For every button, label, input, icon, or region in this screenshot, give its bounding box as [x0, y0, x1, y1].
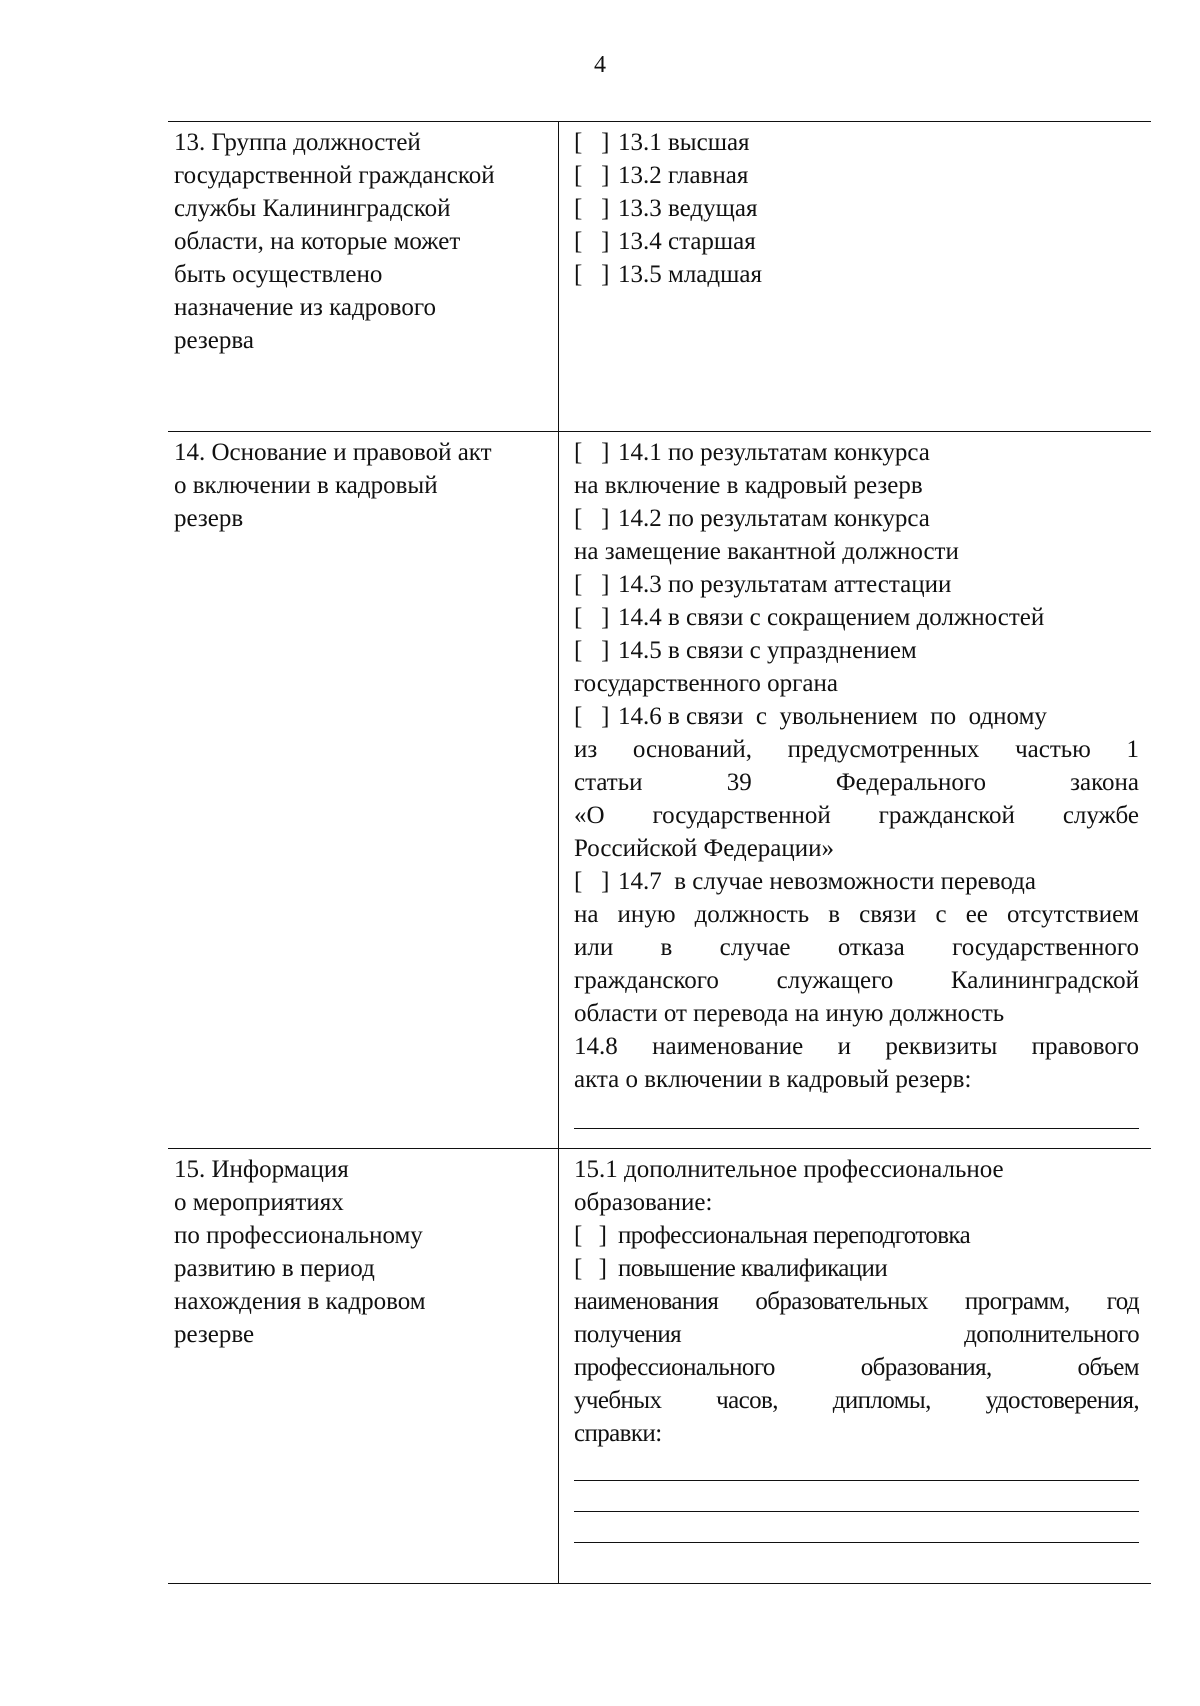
- row-13-label-line: быть осуществлено: [174, 261, 383, 288]
- row-15-fill-line[interactable]: [574, 1511, 1139, 1512]
- option-13-3[interactable]: [574, 192, 1139, 225]
- row-14-label-line: 14. Основание и правовой акт: [174, 439, 492, 466]
- option-13-4[interactable]: [574, 225, 1139, 258]
- form-row-15: [168, 1149, 1151, 1584]
- option-14-4-label: 14.4 в связи с сокращением должностей: [618, 604, 1045, 631]
- option-14-3[interactable]: [574, 568, 1139, 601]
- form-row-13: [168, 122, 1151, 432]
- row-13-label-line: области, на которые может: [174, 228, 461, 255]
- option-15-qualification-label: повышение квалификации: [618, 1255, 888, 1282]
- row-15-label-line: по профессиональному: [174, 1222, 423, 1249]
- row-15-label-line: о мероприятиях: [174, 1189, 344, 1216]
- row-13-label-cell: [168, 122, 559, 432]
- option-14-6-cont: «О государственной гражданской службе: [574, 802, 1139, 829]
- row-15-fill-line[interactable]: [574, 1542, 1139, 1543]
- checkbox-15-retraining[interactable]: [ ]: [574, 1222, 607, 1249]
- option-13-5-label: 13.5 младшая: [618, 261, 762, 288]
- row-13-label-line: резерва: [174, 327, 254, 354]
- row-14-label-cell: [168, 432, 559, 1149]
- row-14-label-line: о включении в кадровый: [174, 472, 438, 499]
- row-15-label-line: нахождения в кадровом: [174, 1288, 426, 1315]
- checkbox-13-5[interactable]: [ ]: [574, 261, 610, 288]
- form-row-14: [168, 432, 1151, 1149]
- act-details-label-cont: акта о включении в кадровый резерв:: [574, 1066, 972, 1093]
- row-15-details: получения дополнительного: [574, 1321, 1139, 1348]
- option-14-5[interactable]: [574, 634, 1139, 667]
- row-15-label-line: резерве: [174, 1321, 255, 1348]
- row-15-details: профессионального образования, объем: [574, 1354, 1139, 1381]
- row-15-intro: образование:: [574, 1189, 713, 1216]
- option-14-5-label: 14.5 в связи с упразднением: [618, 637, 917, 664]
- row-15-label-line: 15. Информация: [174, 1156, 349, 1183]
- option-14-7-cont: или в случае отказа государственного: [574, 934, 1139, 961]
- row-13-label-line: службы Калининградской: [174, 195, 451, 222]
- checkbox-14-6[interactable]: [ ]: [574, 703, 610, 730]
- option-14-6-cont: Российской Федерации»: [574, 835, 835, 862]
- row-15-details: наименования образовательных программ, год: [574, 1288, 1139, 1315]
- option-13-4-label: 13.4 старшая: [618, 228, 756, 255]
- option-14-3-label: 14.3 по результатам аттестации: [618, 571, 952, 598]
- checkbox-15-qualification[interactable]: [ ]: [574, 1255, 607, 1282]
- row-15-label-cell: [168, 1149, 559, 1584]
- act-details-fill-line[interactable]: [574, 1128, 1139, 1129]
- row-13-label-line: 13. Группа должностей: [174, 129, 421, 156]
- option-14-5-cont: государственного органа: [574, 670, 839, 697]
- row-15-details: учебных часов, дипломы, удостоверения,: [574, 1387, 1139, 1414]
- row-13-label-line: государственной гражданской: [174, 162, 495, 189]
- checkbox-13-4[interactable]: [ ]: [574, 228, 610, 255]
- option-13-3-label: 13.3 ведущая: [618, 195, 758, 222]
- option-14-7[interactable]: [574, 865, 1139, 898]
- checkbox-14-5[interactable]: [ ]: [574, 637, 610, 664]
- option-13-5[interactable]: [574, 258, 1139, 291]
- option-14-1-cont: на включение в кадровый резерв: [574, 472, 923, 499]
- option-15-retraining[interactable]: [574, 1219, 1139, 1252]
- row-13-options-cell: [559, 122, 1152, 432]
- option-14-4[interactable]: [574, 601, 1139, 634]
- row-14-label-line: резерв: [174, 505, 244, 532]
- act-details-label: 14.8 наименование и реквизиты правового: [574, 1033, 1139, 1060]
- option-14-7-cont: области от перевода на иную должность: [574, 1000, 1005, 1027]
- row-15-content-cell: [559, 1149, 1152, 1584]
- option-14-1-label: 14.1 по результатам конкурса: [618, 439, 930, 466]
- option-14-6-label: 14.6 в связи с увольнением по одному: [618, 703, 1047, 730]
- checkbox-13-1[interactable]: [ ]: [574, 129, 610, 156]
- checkbox-14-1[interactable]: [ ]: [574, 439, 610, 466]
- reserve-form-table: [168, 121, 1151, 1584]
- row-13-label-line: назначение из кадрового: [174, 294, 436, 321]
- option-14-1[interactable]: [574, 436, 1139, 469]
- option-14-7-cont: гражданского служащего Калининградской: [574, 967, 1139, 994]
- option-13-1[interactable]: [574, 126, 1139, 159]
- option-14-2-label: 14.2 по результатам конкурса: [618, 505, 930, 532]
- option-14-7-cont: на иную должность в связи с ее отсутствием: [574, 901, 1139, 928]
- page-number: 4: [594, 52, 606, 78]
- option-14-2-cont: на замещение вакантной должности: [574, 538, 959, 565]
- checkbox-14-2[interactable]: [ ]: [574, 505, 610, 532]
- checkbox-14-7[interactable]: [ ]: [574, 868, 610, 895]
- row-15-intro: 15.1 дополнительное профессиональное: [574, 1156, 1004, 1183]
- row-15-fill-line[interactable]: [574, 1480, 1139, 1481]
- row-15-label-line: развитию в период: [174, 1255, 375, 1282]
- option-14-6-cont: из оснований, предусмотренных частью 1: [574, 736, 1139, 763]
- checkbox-14-4[interactable]: [ ]: [574, 604, 610, 631]
- option-14-6-cont: статьи 39 Федерального закона: [574, 769, 1139, 796]
- option-13-1-label: 13.1 высшая: [618, 129, 750, 156]
- option-14-7-label: 14.7 в случае невозможности перевода: [618, 868, 1036, 895]
- checkbox-13-2[interactable]: [ ]: [574, 162, 610, 189]
- option-13-2[interactable]: [574, 159, 1139, 192]
- row-15-details-last: справки:: [574, 1420, 662, 1447]
- option-14-6[interactable]: [574, 700, 1139, 733]
- option-15-retraining-label: профессиональная переподготовка: [618, 1222, 971, 1249]
- checkbox-14-3[interactable]: [ ]: [574, 571, 610, 598]
- row-14-options-cell: [559, 432, 1152, 1149]
- checkbox-13-3[interactable]: [ ]: [574, 195, 610, 222]
- option-13-2-label: 13.2 главная: [618, 162, 749, 189]
- option-14-2[interactable]: [574, 502, 1139, 535]
- option-15-qualification[interactable]: [574, 1252, 1139, 1285]
